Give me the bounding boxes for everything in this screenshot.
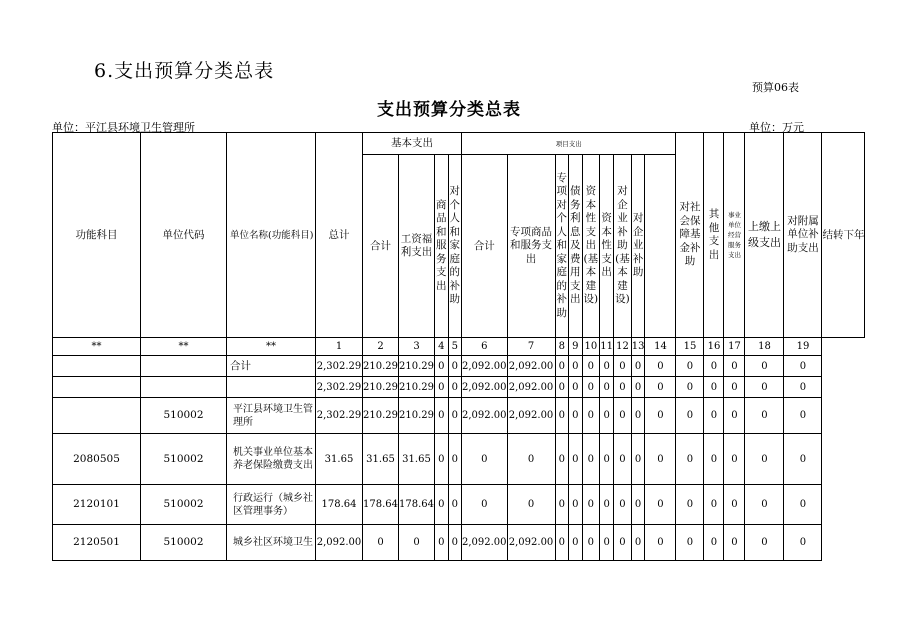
amount-cell: 0 [724, 485, 745, 525]
col-carry: 结转下年 [822, 133, 865, 338]
amount-cell: 0 [555, 434, 569, 485]
amount-cell: 210.29 [363, 377, 399, 398]
amount-cell: 2,092.00 [462, 356, 508, 377]
amount-cell: 178.64 [316, 485, 363, 525]
amount-cell: 210.29 [363, 356, 399, 377]
table-row [53, 398, 865, 434]
index-cell: 17 [724, 338, 745, 356]
amount-cell: 0 [569, 356, 583, 377]
col-basic-total: 合计 [363, 155, 399, 338]
func-subject-cell [53, 398, 141, 434]
amount-cell: 0 [448, 485, 462, 525]
amount-cell: 0 [448, 525, 462, 561]
unit-code-cell: 510002 [141, 525, 227, 561]
amount-cell: 0 [631, 434, 645, 485]
amount-cell: 0 [645, 398, 676, 434]
col-debt: 债务利息及费用支出 [569, 155, 583, 338]
amount-cell: 0 [704, 485, 724, 525]
amount-cell: 0 [784, 485, 822, 525]
amount-cell: 0 [363, 525, 399, 561]
amount-cell: 0 [745, 356, 784, 377]
unit-code-cell: 510002 [141, 434, 227, 485]
amount-cell: 0 [745, 485, 784, 525]
amount-cell: 0 [614, 485, 632, 525]
amount-cell: 0 [704, 434, 724, 485]
amount-cell: 0 [435, 525, 449, 561]
unit-code-cell [141, 377, 227, 398]
func-subject-cell: 2080505 [53, 434, 141, 485]
index-cell: 2 [363, 338, 399, 356]
amount-cell: 0 [631, 356, 645, 377]
amount-cell: 0 [784, 398, 822, 434]
col-social-fund: 对社会保障基金补助 [676, 133, 704, 338]
index-cell: ** [53, 338, 141, 356]
amount-cell: 0 [555, 485, 569, 525]
amount-cell: 178.64 [363, 485, 399, 525]
amount-cell: 0 [745, 377, 784, 398]
amount-cell: 0 [555, 525, 569, 561]
col-proj-personal: 专项对个人和家庭的补助 [555, 155, 569, 338]
amount-cell: 2,302.29 [316, 377, 363, 398]
amount-cell: 0 [569, 525, 583, 561]
amount-cell: 0 [600, 485, 614, 525]
func-subject-cell [53, 377, 141, 398]
unit-name-cell: 机关事业单位基本养老保险缴费支出 [227, 434, 316, 485]
amount-cell: 0 [582, 434, 600, 485]
col-biz: 事业单位经营服务支出 [724, 133, 745, 338]
amount-cell: 0 [600, 398, 614, 434]
expenditure-table [52, 132, 865, 561]
amount-cell: 0 [631, 525, 645, 561]
amount-cell: 0 [582, 356, 600, 377]
index-cell: 10 [582, 338, 600, 356]
amount-cell: 0 [555, 377, 569, 398]
amount-cell: 0 [704, 398, 724, 434]
amount-cell: 0 [676, 485, 704, 525]
amount-cell: 0 [784, 434, 822, 485]
index-cell: 3 [399, 338, 435, 356]
amount-cell: 0 [582, 377, 600, 398]
amount-cell: 2,092.00 [507, 525, 555, 561]
amount-cell: 178.64 [399, 485, 435, 525]
index-cell: 13 [631, 338, 645, 356]
index-cell: 5 [448, 338, 462, 356]
amount-cell: 2,092.00 [462, 377, 508, 398]
amount-cell: 0 [448, 434, 462, 485]
col-unit-code: 单位代码 [141, 133, 227, 338]
amount-cell: 0 [600, 434, 614, 485]
index-cell: 1 [316, 338, 363, 356]
amount-cell: 0 [435, 398, 449, 434]
currency-unit-label: 单位：万元 [749, 121, 804, 134]
amount-cell: 0 [600, 525, 614, 561]
index-cell: 19 [784, 338, 822, 356]
amount-cell: 210.29 [399, 377, 435, 398]
index-cell: ** [227, 338, 316, 356]
unit-label: 单位：平江县环境卫生管理所 [52, 121, 195, 134]
index-cell: 16 [704, 338, 724, 356]
col-basic-group: 基本支出 [363, 133, 462, 155]
col-ent-build: 对企业补助(基本建设) [614, 155, 632, 338]
col-upper: 上缴上级支出 [745, 133, 784, 338]
amount-cell: 0 [448, 377, 462, 398]
page-heading: 6.支出预算分类总表 [94, 60, 275, 82]
col-goods: 商品和服务支出 [435, 155, 449, 338]
amount-cell: 0 [745, 525, 784, 561]
amount-cell: 0 [555, 356, 569, 377]
amount-cell: 2,302.29 [316, 398, 363, 434]
amount-cell: 2,092.00 [507, 398, 555, 434]
amount-cell: 0 [676, 525, 704, 561]
amount-cell: 0 [645, 377, 676, 398]
col-proj-goods: 专项商品和服务支出 [507, 155, 555, 338]
index-cell: 11 [600, 338, 614, 356]
table-row [53, 485, 865, 525]
amount-cell: 0 [631, 377, 645, 398]
col-capital: 资本性支出 [600, 155, 614, 338]
table-number: 预算06表 [752, 81, 799, 94]
amount-cell: 0 [645, 356, 676, 377]
table-row [53, 356, 865, 377]
amount-cell: 0 [645, 434, 676, 485]
amount-cell: 31.65 [399, 434, 435, 485]
amount-cell: 0 [614, 356, 632, 377]
col-unit-name: 单位名称(功能科目) [227, 133, 316, 338]
amount-cell: 0 [569, 377, 583, 398]
col-capital-build: 资本性支出(基本建设) [582, 155, 600, 338]
amount-cell: 0 [645, 485, 676, 525]
amount-cell: 0 [600, 356, 614, 377]
unit-name-cell: 行政运行（城乡社区管理事务） [227, 485, 316, 525]
amount-cell: 0 [676, 356, 704, 377]
amount-cell: 0 [435, 377, 449, 398]
amount-cell: 0 [435, 434, 449, 485]
amount-cell: 0 [745, 398, 784, 434]
amount-cell: 210.29 [399, 356, 435, 377]
col-wages: 工资福利支出 [399, 155, 435, 338]
amount-cell: 0 [631, 398, 645, 434]
amount-cell: 0 [448, 398, 462, 434]
amount-cell: 0 [645, 525, 676, 561]
col-affil: 对附属单位补助支出 [784, 133, 822, 338]
amount-cell: 0 [582, 525, 600, 561]
amount-cell: 0 [462, 434, 508, 485]
func-subject-cell [53, 356, 141, 377]
amount-cell: 0 [704, 356, 724, 377]
amount-cell: 0 [724, 434, 745, 485]
col-func-subject: 功能科目 [53, 133, 141, 338]
index-cell: 7 [507, 338, 555, 356]
amount-cell: 0 [555, 398, 569, 434]
amount-cell: 0 [724, 398, 745, 434]
amount-cell: 210.29 [363, 398, 399, 434]
amount-cell: 0 [448, 356, 462, 377]
amount-cell: 0 [704, 525, 724, 561]
index-row [53, 338, 865, 356]
unit-code-cell: 510002 [141, 398, 227, 434]
amount-cell: 0 [784, 356, 822, 377]
func-subject-cell: 2120501 [53, 525, 141, 561]
index-cell: 4 [435, 338, 449, 356]
amount-cell: 0 [614, 377, 632, 398]
table-row [53, 525, 865, 561]
amount-cell: 0 [569, 485, 583, 525]
amount-cell: 2,302.29 [316, 356, 363, 377]
col-project-group: 项目支出 [462, 133, 676, 155]
amount-cell: 0 [745, 434, 784, 485]
amount-cell: 0 [582, 485, 600, 525]
amount-cell: 0 [507, 434, 555, 485]
index-cell: ** [141, 338, 227, 356]
amount-cell: 0 [582, 398, 600, 434]
index-cell: 9 [569, 338, 583, 356]
amount-cell: 2,092.00 [462, 398, 508, 434]
amount-cell: 0 [462, 485, 508, 525]
index-cell: 12 [614, 338, 632, 356]
col-other: 其他支出 [704, 133, 724, 338]
unit-name-cell [227, 377, 316, 398]
amount-cell: 31.65 [363, 434, 399, 485]
amount-cell: 0 [676, 377, 704, 398]
amount-cell: 0 [399, 525, 435, 561]
table-row [53, 434, 865, 485]
amount-cell: 0 [676, 398, 704, 434]
amount-cell: 0 [724, 356, 745, 377]
amount-cell: 31.65 [316, 434, 363, 485]
index-cell: 14 [645, 338, 676, 356]
amount-cell: 0 [724, 525, 745, 561]
amount-cell: 210.29 [399, 398, 435, 434]
amount-cell: 0 [631, 485, 645, 525]
col-total: 总计 [316, 133, 363, 338]
amount-cell: 0 [507, 485, 555, 525]
index-cell: 18 [745, 338, 784, 356]
amount-cell: 0 [614, 525, 632, 561]
amount-cell: 0 [676, 434, 704, 485]
amount-cell: 0 [704, 377, 724, 398]
amount-cell: 0 [569, 434, 583, 485]
unit-name-cell: 合计 [227, 356, 316, 377]
amount-cell: 0 [614, 434, 632, 485]
amount-cell: 2,092.00 [507, 356, 555, 377]
col-personal: 对个人和家庭的补助 [448, 155, 462, 338]
col-ent: 对企业补助 [631, 155, 645, 338]
index-cell: 15 [676, 338, 704, 356]
unit-name-cell: 平江县环境卫生管理所 [227, 398, 316, 434]
table-title: 支出预算分类总表 [377, 100, 521, 120]
amount-cell: 0 [784, 525, 822, 561]
amount-cell: 0 [569, 398, 583, 434]
amount-cell: 0 [724, 377, 745, 398]
table-row [53, 377, 865, 398]
amount-cell: 0 [784, 377, 822, 398]
amount-cell: 2,092.00 [462, 525, 508, 561]
unit-name-cell: 城乡社区环境卫生 [227, 525, 316, 561]
func-subject-cell: 2120101 [53, 485, 141, 525]
amount-cell: 0 [435, 356, 449, 377]
amount-cell: 0 [435, 485, 449, 525]
amount-cell: 0 [600, 377, 614, 398]
amount-cell: 2,092.00 [507, 377, 555, 398]
index-cell: 8 [555, 338, 569, 356]
unit-code-cell [141, 356, 227, 377]
unit-code-cell: 510002 [141, 485, 227, 525]
amount-cell: 2,092.00 [316, 525, 363, 561]
index-cell: 6 [462, 338, 508, 356]
amount-cell: 0 [614, 398, 632, 434]
col-proj-total: 合计 [462, 155, 508, 338]
